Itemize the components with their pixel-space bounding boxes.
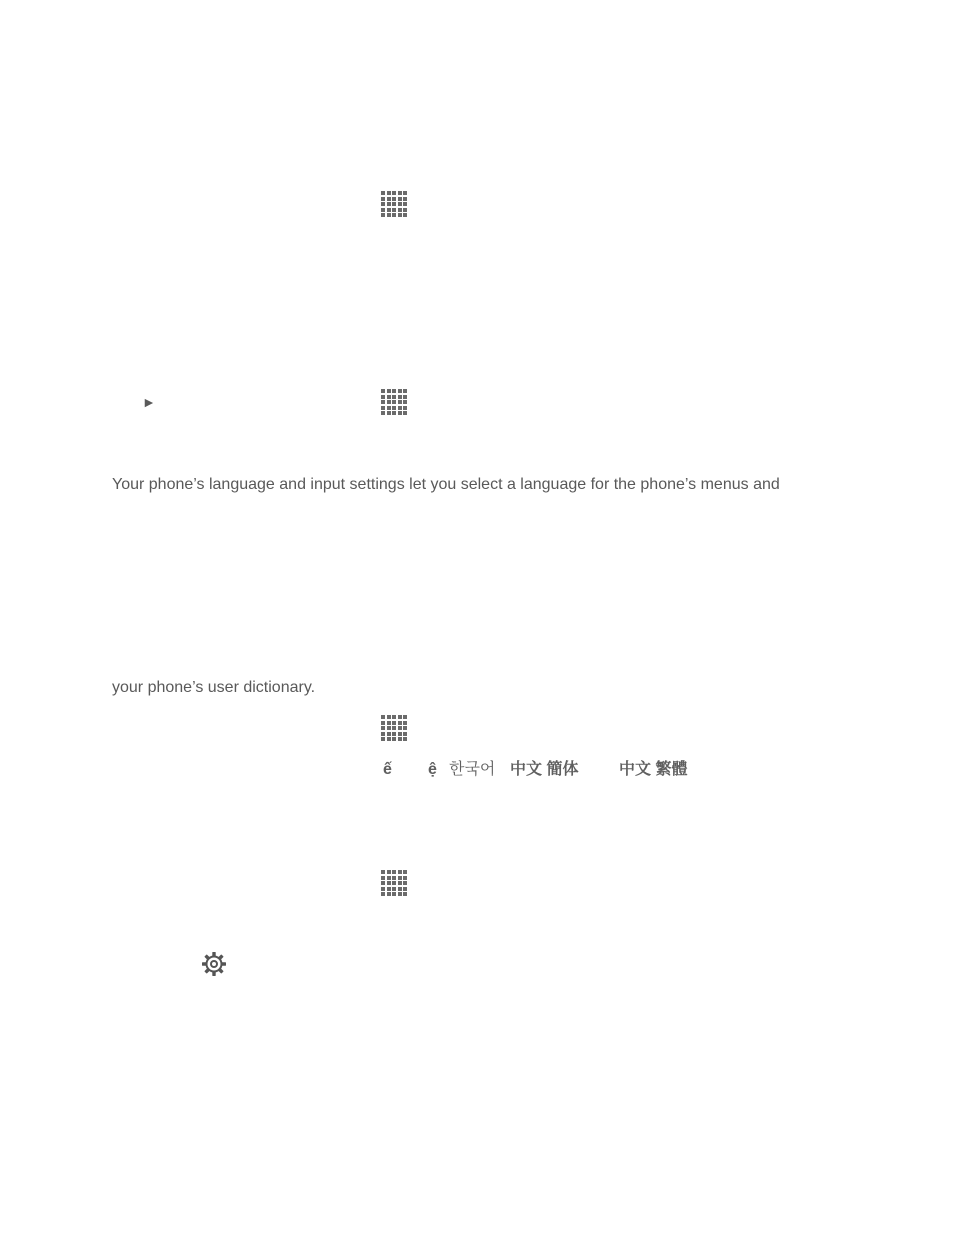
apps-grid-icon (381, 191, 407, 217)
chinese-traditional-sample: 中文 繁體 (619, 761, 688, 778)
apps-grid-icon (381, 389, 407, 415)
language-settings-intro-text: Your phone’s language and input settings let you select a language for the phone’s menus and (112, 476, 780, 493)
korean-sample: 한국어 (449, 761, 496, 778)
language-samples-row (383, 760, 703, 780)
arrow-bullet-icon: ► (142, 394, 156, 410)
user-dictionary-text: your phone’s user dictionary. (112, 679, 316, 696)
chinese-simplified-sample: 中文 簡体 (510, 761, 579, 778)
vietnamese-sample-2: ệ (428, 761, 437, 778)
apps-grid-icon (381, 870, 407, 896)
apps-grid-icon (381, 715, 407, 741)
vietnamese-sample-1: ế (383, 761, 392, 778)
gear-icon (200, 950, 228, 978)
